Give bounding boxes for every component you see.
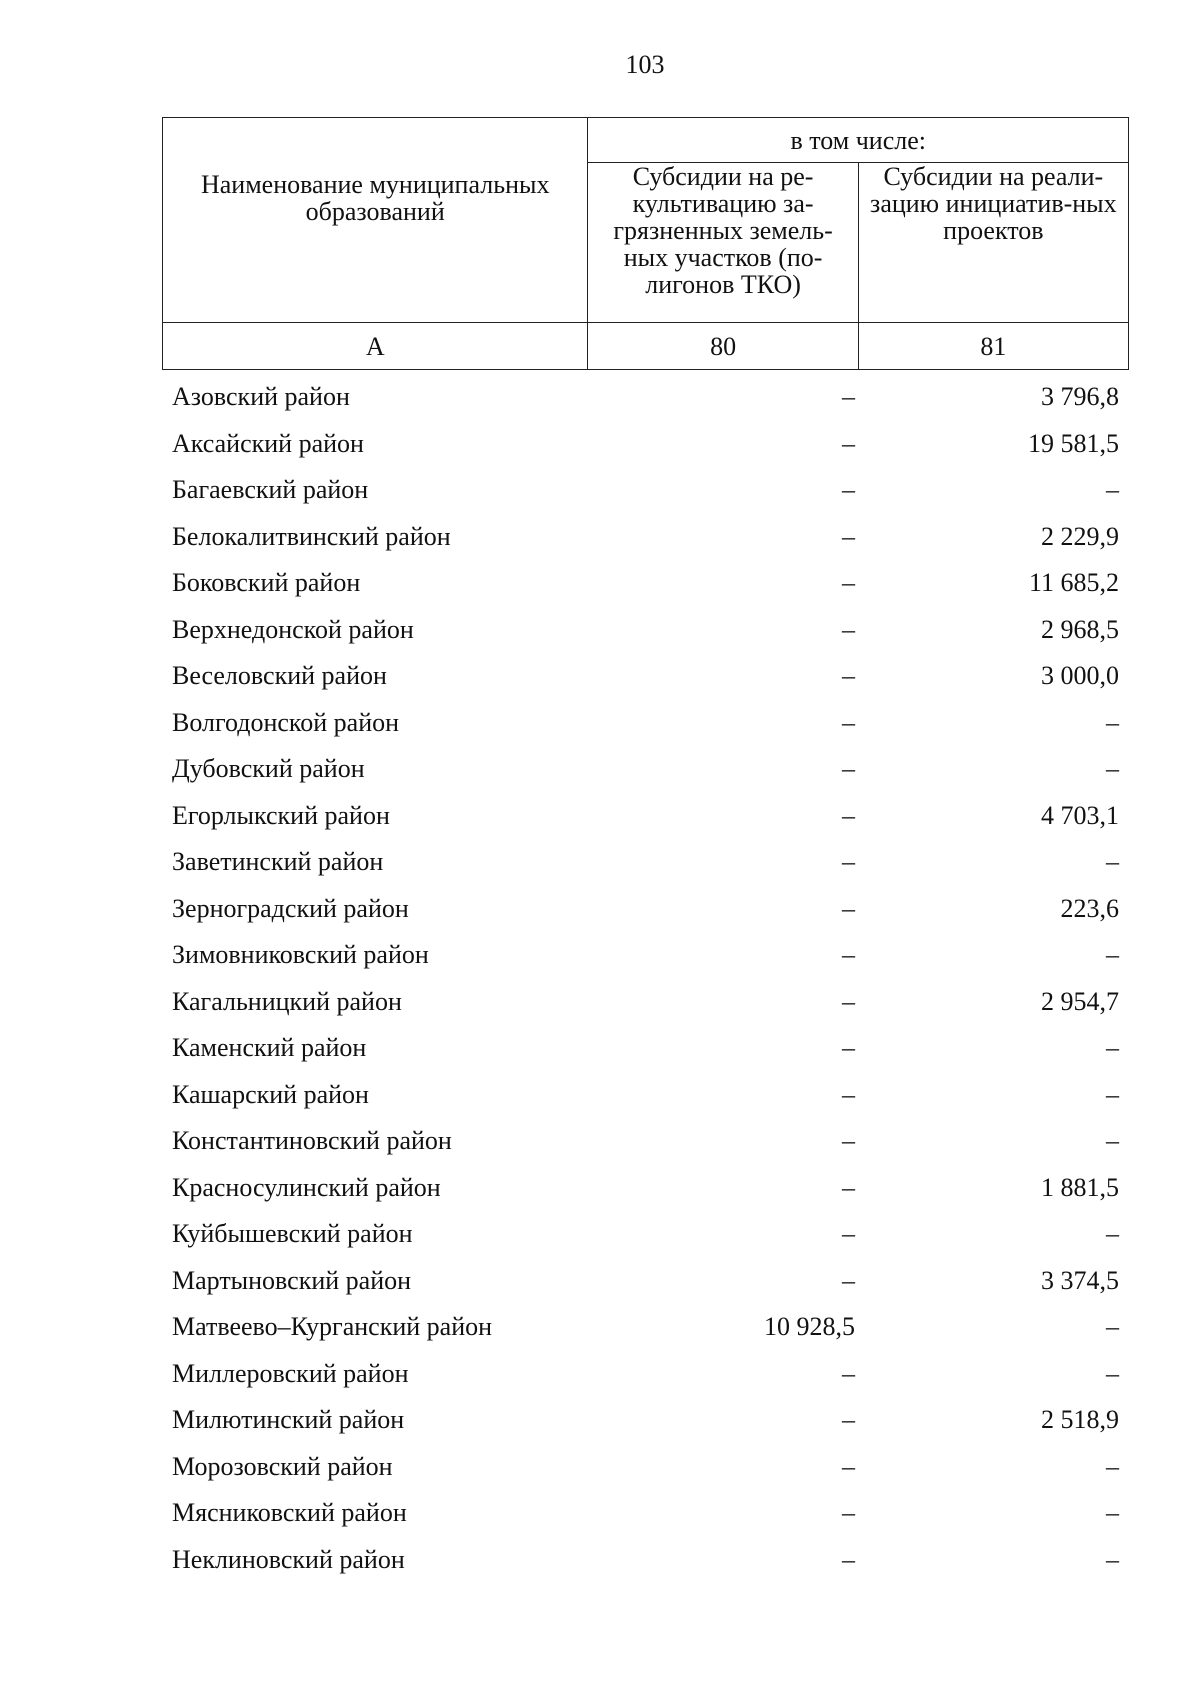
value-col-81: – bbox=[1106, 1219, 1119, 1249]
municipality-name: Азовский район bbox=[172, 382, 350, 412]
municipality-name: Дубовский район bbox=[172, 754, 365, 784]
value-col-80: – bbox=[842, 661, 855, 691]
municipality-name: Неклиновский район bbox=[172, 1544, 405, 1574]
page-number: 103 bbox=[625, 50, 665, 79]
municipality-name: Егорлыкский район bbox=[172, 800, 390, 830]
value-col-80: – bbox=[842, 382, 855, 412]
value-col-80: 10 928,5 bbox=[764, 1312, 855, 1342]
value-col-81: – bbox=[1106, 1312, 1119, 1342]
municipality-name: Мартыновский район bbox=[172, 1265, 412, 1295]
table-header bbox=[162, 117, 1129, 370]
table-row bbox=[162, 1490, 1129, 1537]
table-row bbox=[162, 421, 1129, 468]
municipality-name: Милютинский район bbox=[172, 1405, 405, 1435]
value-col-81: 1 881,5 bbox=[1041, 1172, 1119, 1202]
municipality-name: Волгодонской район bbox=[172, 707, 400, 737]
table-body bbox=[162, 374, 1129, 1583]
value-col-81: – bbox=[1106, 1544, 1119, 1574]
value-col-81: 3 374,5 bbox=[1041, 1265, 1119, 1295]
value-col-81: – bbox=[1106, 1033, 1119, 1063]
municipality-name: Зерноградский район bbox=[172, 893, 409, 923]
municipality-name: Заветинский район bbox=[172, 847, 384, 877]
table-row bbox=[162, 839, 1129, 886]
value-col-81: 3 796,8 bbox=[1041, 382, 1119, 412]
value-col-81: – bbox=[1106, 1126, 1119, 1156]
value-col-80: – bbox=[842, 521, 855, 551]
table-row bbox=[162, 1118, 1129, 1165]
column-header-name: Наименование муниципальных образований bbox=[163, 118, 588, 323]
value-col-80: – bbox=[842, 614, 855, 644]
municipality-name: Аксайский район bbox=[172, 428, 364, 458]
value-col-80: – bbox=[842, 1172, 855, 1202]
column-number-80: 80 bbox=[588, 323, 858, 370]
value-col-81: 11 685,2 bbox=[1028, 568, 1119, 598]
value-col-80: – bbox=[842, 1079, 855, 1109]
value-col-80: – bbox=[842, 1451, 855, 1481]
table-row bbox=[162, 932, 1129, 979]
value-col-80: – bbox=[842, 800, 855, 830]
column-header-81: Субсидии на реали-зацию инициатив-ных проектов bbox=[858, 163, 1128, 323]
value-col-81: – bbox=[1106, 1079, 1119, 1109]
municipality-name: Каменский район bbox=[172, 1033, 367, 1063]
value-col-80: – bbox=[842, 475, 855, 505]
value-col-81: 2 229,9 bbox=[1041, 521, 1119, 551]
value-col-81: – bbox=[1106, 1358, 1119, 1388]
value-col-81: – bbox=[1106, 707, 1119, 737]
value-col-81: 4 703,1 bbox=[1041, 800, 1119, 830]
value-col-81: – bbox=[1106, 754, 1119, 784]
table-row bbox=[162, 886, 1129, 933]
municipality-name: Миллеровский район bbox=[172, 1358, 409, 1388]
table-row bbox=[162, 514, 1129, 561]
table-row bbox=[162, 1211, 1129, 1258]
table-row bbox=[162, 793, 1129, 840]
municipality-name: Зимовниковский район bbox=[172, 940, 429, 970]
value-col-80: – bbox=[842, 986, 855, 1016]
value-col-80: – bbox=[842, 707, 855, 737]
municipality-name: Багаевский район bbox=[172, 475, 369, 505]
value-col-80: – bbox=[842, 847, 855, 877]
column-header-80: Субсидии на ре-культивацию за-грязненных земель-ных участков (по-лигонов ТКО) bbox=[588, 163, 858, 323]
value-col-81: 223,6 bbox=[1060, 893, 1119, 923]
value-col-81: 2 518,9 bbox=[1041, 1405, 1119, 1435]
table-row bbox=[162, 374, 1129, 421]
value-col-80: – bbox=[842, 1405, 855, 1435]
table-row bbox=[162, 700, 1129, 747]
value-col-80: – bbox=[842, 1219, 855, 1249]
column-number-81: 81 bbox=[858, 323, 1128, 370]
value-col-80: – bbox=[842, 428, 855, 458]
table-row bbox=[162, 1072, 1129, 1119]
municipality-name: Верхнедонской район bbox=[172, 614, 414, 644]
municipality-name: Кагальницкий район bbox=[172, 986, 402, 1016]
value-col-81: – bbox=[1106, 847, 1119, 877]
table-row bbox=[162, 1397, 1129, 1444]
municipality-name: Куйбышевский район bbox=[172, 1219, 413, 1249]
table-row bbox=[162, 607, 1129, 654]
table-row bbox=[162, 467, 1129, 514]
municipality-name: Боковский район bbox=[172, 568, 361, 598]
municipality-name: Матвеево–Курганский район bbox=[172, 1312, 493, 1342]
value-col-80: – bbox=[842, 568, 855, 598]
municipality-name: Кашарский район bbox=[172, 1079, 369, 1109]
municipality-name: Константиновский район bbox=[172, 1126, 452, 1156]
table-row bbox=[162, 1304, 1129, 1351]
value-col-81: – bbox=[1106, 1498, 1119, 1528]
value-col-80: – bbox=[842, 754, 855, 784]
value-col-81: 2 954,7 bbox=[1041, 986, 1119, 1016]
value-col-81: 3 000,0 bbox=[1041, 661, 1119, 691]
value-col-80: – bbox=[842, 1265, 855, 1295]
municipality-name: Красносулинский район bbox=[172, 1172, 441, 1202]
value-col-80: – bbox=[842, 1498, 855, 1528]
value-col-81: 2 968,5 bbox=[1041, 614, 1119, 644]
table-row bbox=[162, 1537, 1129, 1584]
value-col-81: – bbox=[1106, 475, 1119, 505]
value-col-80: – bbox=[842, 1126, 855, 1156]
value-col-80: – bbox=[842, 893, 855, 923]
value-col-80: – bbox=[842, 1544, 855, 1574]
value-col-80: – bbox=[842, 1033, 855, 1063]
municipality-name: Морозовский район bbox=[172, 1451, 393, 1481]
municipality-name: Веселовский район bbox=[172, 661, 387, 691]
table-row bbox=[162, 1258, 1129, 1305]
table-row bbox=[162, 746, 1129, 793]
column-number-a: А bbox=[163, 323, 588, 370]
municipality-name: Мясниковский район bbox=[172, 1498, 407, 1528]
value-col-80: – bbox=[842, 940, 855, 970]
value-col-81: – bbox=[1106, 940, 1119, 970]
value-col-81: 19 581,5 bbox=[1028, 428, 1119, 458]
table-row bbox=[162, 1444, 1129, 1491]
table-row bbox=[162, 1351, 1129, 1398]
table-row bbox=[162, 979, 1129, 1026]
table-row bbox=[162, 653, 1129, 700]
municipality-name: Белокалитвинский район bbox=[172, 521, 451, 551]
table-row bbox=[162, 1165, 1129, 1212]
value-col-81: – bbox=[1106, 1451, 1119, 1481]
column-group-header: в том числе: bbox=[588, 118, 1129, 163]
table-row bbox=[162, 560, 1129, 607]
value-col-80: – bbox=[842, 1358, 855, 1388]
table-row bbox=[162, 1025, 1129, 1072]
